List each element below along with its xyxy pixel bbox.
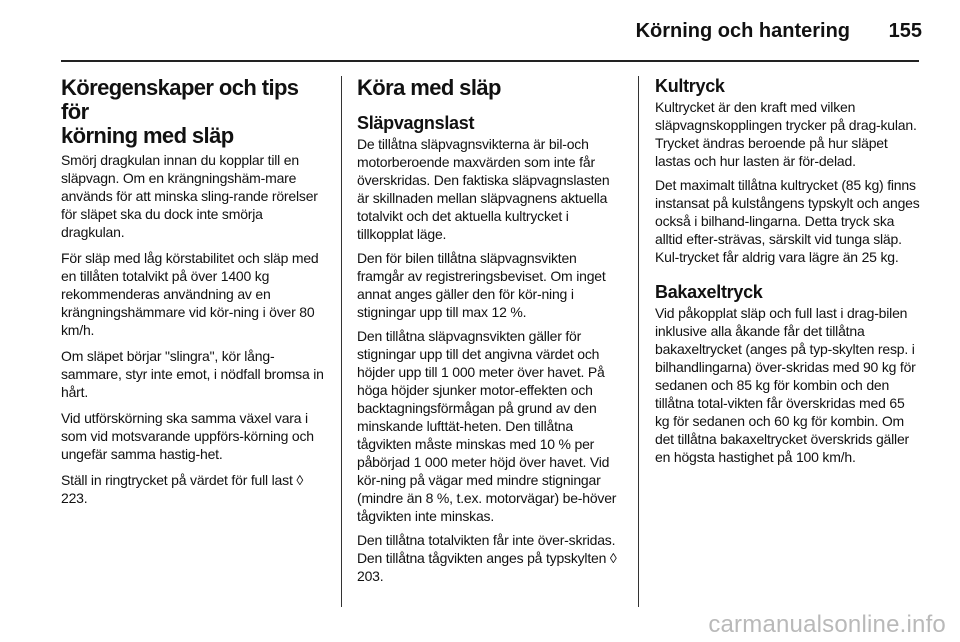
- subheading-trailer-load: Släpvagnslast: [357, 113, 475, 133]
- heading-line-2: körning med släp: [61, 123, 234, 148]
- running-header-title: Körning och hantering: [635, 20, 850, 42]
- section-heading-towing-tips: [61, 76, 327, 148]
- paragraph: Kultrycket är den kraft med vilken släpvagnskopplingen trycker på drag-kulan. Trycket ändras beroende på hur släpet lastas och hur lasten är för-delad.: [655, 99, 917, 169]
- paragraph: Den tillåtna släpvagnsvikten gäller för stigningar upp till det angivna värdet och höjder upp till 1 000 meter över havet. På höga höjder sjunker motor-effekten och backtagningsförmågan på grund av den minskande lufttät-heten. Den tillåtna tågvikten måste minskas med 10 % per påbörjad 1 000 meter höjd över havet. Vid kör-ning på vägar med mindre stigningar (mindre än 8 %, t.ex. motorvägar) be-höver tågvikten inte minskas.: [357, 328, 617, 524]
- column-divider-1: [341, 76, 342, 607]
- heading-line-1: Köregenskaper och tips för: [61, 75, 299, 124]
- column-divider-2: [638, 76, 639, 607]
- paragraph: Vid utförskörning ska samma växel vara i som vid motsvarande uppförs-körning och ungefär samma hastig-het.: [61, 410, 314, 462]
- subheading-ball-pressure: Kultryck: [655, 76, 725, 96]
- paragraph-cross-reference: Den tillåtna totalvikten får inte över-skridas. Den tillåtna tågvikten anges på typskylten ◊ 203.: [357, 532, 617, 584]
- paragraph: Det maximalt tillåtna kultrycket (85 kg) finns instansat på kulstångens typskylt och anges också i bilhand-lingarna. Detta tryck ska alltid efter-strävas, särskilt vid tunga släp. Kul-trycket får aldrig vara lägre än 25 kg.: [655, 177, 920, 265]
- paragraph-cross-reference: Ställ in ringtrycket på värdet för full last ◊ 223.: [61, 472, 304, 506]
- paragraph: Vid påkopplat släp och full last i drag-bilen inklusive alla åkande får det tillåtna bakaxeltrycket (anges på typ-skylten resp. i bilhandlingarna) över-skridas med 90 kg för sedanen och 85 kg för kombin och den tillåtna total-vikten får överskridas med 65 kg för sedanen och 60 kg för kombin. Om det tillåtna bakaxeltrycket överskrids gäller en högsta hastighet på 100 km/h.: [655, 305, 916, 465]
- paragraph: Den för bilen tillåtna släpvagnsvikten framgår av registreringsbeviset. Om inget annat anges gäller den för kör-ning i stigningar upp till max 12 %.: [357, 250, 606, 320]
- column-1: [61, 76, 327, 515]
- header-divider: [61, 60, 919, 62]
- paragraph: För släp med låg körstabilitet och släp med en tillåten totalvikt på över 1400 kg rekommenderas användning av en krängningshämmare vid kör-ning i över 80 km/h.: [61, 250, 319, 338]
- paragraph: Om släpet börjar "slingra", kör lång-sammare, styr inte emot, i nödfall bromsa in hårt.: [61, 348, 324, 400]
- paragraph: De tillåtna släpvagnsvikterna är bil-och motorberoende maxvärden som inte får överskridas. Den faktiska släpvagnslasten är skillnaden mellan släpvagnens aktuella totalvikt och det aktuella kultrycket i tillkopplat läge.: [357, 136, 610, 242]
- page-number: 155: [888, 20, 922, 42]
- paragraph: Smörj dragkulan innan du kopplar till en släpvagn. Om en krängningshäm-mare används för att minska sling-rande rörelser för släpet ska du dock inte smörja dragkulan.: [61, 152, 318, 240]
- column-2: [357, 76, 625, 591]
- column-3: [655, 76, 920, 472]
- watermark: carmanualsonline.info: [708, 611, 946, 638]
- section-heading-driving-with-trailer: Köra med släp: [357, 75, 501, 100]
- subheading-rear-axle-load: Bakaxeltryck: [655, 282, 763, 302]
